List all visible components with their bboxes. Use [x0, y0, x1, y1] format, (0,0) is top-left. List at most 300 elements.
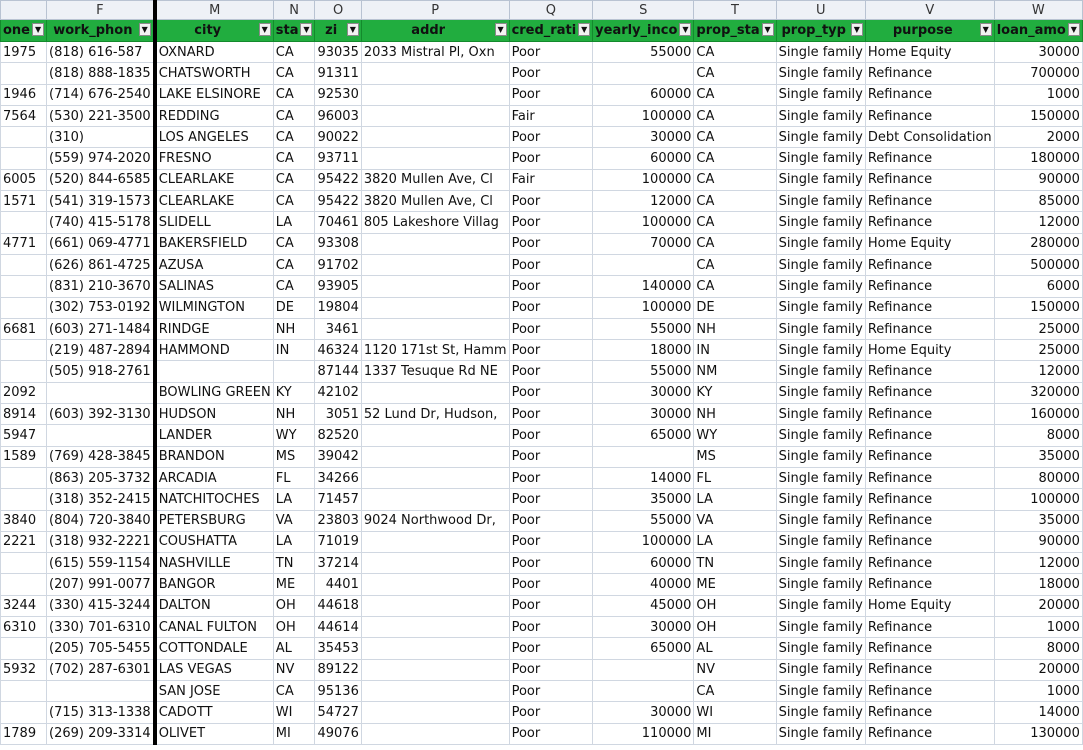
- cell-cred_rati[interactable]: Poor: [509, 702, 593, 723]
- cell-sta[interactable]: CA: [273, 105, 315, 126]
- cell-cred_rati[interactable]: Poor: [509, 595, 593, 616]
- cell-zi[interactable]: 3051: [315, 404, 361, 425]
- cell-loan_amo[interactable]: 90000: [994, 169, 1082, 190]
- cell-loan_amo[interactable]: 700000: [994, 63, 1082, 84]
- column-letter-0[interactable]: [1, 1, 47, 20]
- cell-city[interactable]: CHATSWORTH: [155, 63, 274, 84]
- cell-purpose[interactable]: Refinance: [865, 659, 994, 680]
- cell-zi[interactable]: 3461: [315, 318, 361, 339]
- cell-sta[interactable]: LA: [273, 212, 315, 233]
- cell-one[interactable]: [1, 340, 47, 361]
- cell-sta[interactable]: CA: [273, 680, 315, 701]
- filter-dropdown-icon[interactable]: ▼: [347, 23, 359, 36]
- cell-one[interactable]: 1789: [1, 723, 47, 744]
- cell-zi[interactable]: 44618: [315, 595, 361, 616]
- cell-yearly_inco[interactable]: 30000: [593, 404, 694, 425]
- cell-city[interactable]: CADOTT: [155, 702, 274, 723]
- filter-dropdown-icon[interactable]: ▼: [32, 23, 44, 36]
- cell-city[interactable]: HUDSON: [155, 404, 274, 425]
- cell-zi[interactable]: 95422: [315, 191, 361, 212]
- column-letter-11[interactable]: W: [994, 1, 1082, 20]
- cell-addr[interactable]: [361, 638, 509, 659]
- cell-one[interactable]: [1, 467, 47, 488]
- cell-addr[interactable]: [361, 382, 509, 403]
- cell-work_phon[interactable]: (615) 559-1154: [47, 553, 155, 574]
- cell-prop_typ[interactable]: Single family: [776, 63, 865, 84]
- cell-purpose[interactable]: Home Equity: [865, 340, 994, 361]
- cell-sta[interactable]: MS: [273, 446, 315, 467]
- cell-loan_amo[interactable]: 280000: [994, 233, 1082, 254]
- cell-one[interactable]: [1, 297, 47, 318]
- cell-sta[interactable]: CA: [273, 42, 315, 63]
- cell-addr[interactable]: [361, 233, 509, 254]
- cell-sta[interactable]: ME: [273, 574, 315, 595]
- cell-cred_rati[interactable]: Poor: [509, 63, 593, 84]
- filter-dropdown-icon[interactable]: ▼: [980, 23, 992, 36]
- cell-prop_typ[interactable]: Single family: [776, 105, 865, 126]
- cell-sta[interactable]: DE: [273, 297, 315, 318]
- cell-work_phon[interactable]: [47, 680, 155, 701]
- cell-prop_typ[interactable]: Single family: [776, 318, 865, 339]
- cell-work_phon[interactable]: (205) 705-5455: [47, 638, 155, 659]
- header-cell-7[interactable]: [593, 20, 694, 42]
- cell-prop_typ[interactable]: Single family: [776, 489, 865, 510]
- cell-one[interactable]: 1975: [1, 42, 47, 63]
- cell-addr[interactable]: [361, 617, 509, 638]
- cell-prop_sta[interactable]: ME: [694, 574, 776, 595]
- cell-city[interactable]: LAKE ELSINORE: [155, 84, 274, 105]
- cell-zi[interactable]: 44614: [315, 617, 361, 638]
- cell-yearly_inco[interactable]: 18000: [593, 340, 694, 361]
- cell-purpose[interactable]: Refinance: [865, 148, 994, 169]
- cell-prop_sta[interactable]: IN: [694, 340, 776, 361]
- cell-work_phon[interactable]: [47, 382, 155, 403]
- cell-loan_amo[interactable]: 8000: [994, 425, 1082, 446]
- cell-addr[interactable]: 805 Lakeshore Villag: [361, 212, 509, 233]
- cell-prop_sta[interactable]: NM: [694, 361, 776, 382]
- cell-prop_sta[interactable]: CA: [694, 148, 776, 169]
- cell-prop_typ[interactable]: Single family: [776, 212, 865, 233]
- cell-cred_rati[interactable]: Poor: [509, 127, 593, 148]
- cell-zi[interactable]: 19804: [315, 297, 361, 318]
- cell-sta[interactable]: CA: [273, 63, 315, 84]
- cell-yearly_inco[interactable]: 30000: [593, 127, 694, 148]
- cell-city[interactable]: ARCADIA: [155, 467, 274, 488]
- cell-city[interactable]: LANDER: [155, 425, 274, 446]
- cell-cred_rati[interactable]: Poor: [509, 574, 593, 595]
- cell-work_phon[interactable]: (603) 392-3130: [47, 404, 155, 425]
- cell-yearly_inco[interactable]: 65000: [593, 638, 694, 659]
- cell-loan_amo[interactable]: 18000: [994, 574, 1082, 595]
- cell-work_phon[interactable]: (831) 210-3670: [47, 276, 155, 297]
- cell-prop_sta[interactable]: CA: [694, 276, 776, 297]
- cell-one[interactable]: [1, 276, 47, 297]
- cell-work_phon[interactable]: (740) 415-5178: [47, 212, 155, 233]
- cell-one[interactable]: [1, 680, 47, 701]
- cell-prop_typ[interactable]: Single family: [776, 340, 865, 361]
- cell-city[interactable]: BANGOR: [155, 574, 274, 595]
- cell-yearly_inco[interactable]: 30000: [593, 702, 694, 723]
- filter-dropdown-icon[interactable]: ▼: [495, 23, 507, 36]
- cell-cred_rati[interactable]: Poor: [509, 233, 593, 254]
- cell-zi[interactable]: 34266: [315, 467, 361, 488]
- cell-loan_amo[interactable]: 2000: [994, 127, 1082, 148]
- cell-sta[interactable]: VA: [273, 510, 315, 531]
- cell-prop_typ[interactable]: Single family: [776, 169, 865, 190]
- cell-zi[interactable]: 93905: [315, 276, 361, 297]
- cell-city[interactable]: COUSHATTA: [155, 531, 274, 552]
- cell-loan_amo[interactable]: 150000: [994, 297, 1082, 318]
- header-cell-3[interactable]: [273, 20, 315, 42]
- cell-zi[interactable]: 93035: [315, 42, 361, 63]
- cell-prop_typ[interactable]: Single family: [776, 680, 865, 701]
- cell-prop_typ[interactable]: Single family: [776, 254, 865, 275]
- filter-dropdown-icon[interactable]: ▼: [259, 23, 271, 36]
- cell-loan_amo[interactable]: 90000: [994, 531, 1082, 552]
- cell-purpose[interactable]: Refinance: [865, 382, 994, 403]
- cell-work_phon[interactable]: (661) 069-4771: [47, 233, 155, 254]
- cell-yearly_inco[interactable]: 55000: [593, 318, 694, 339]
- cell-city[interactable]: HAMMOND: [155, 340, 274, 361]
- column-letter-1[interactable]: F: [47, 1, 155, 20]
- cell-work_phon[interactable]: (626) 861-4725: [47, 254, 155, 275]
- cell-zi[interactable]: 39042: [315, 446, 361, 467]
- cell-loan_amo[interactable]: 180000: [994, 148, 1082, 169]
- header-cell-8[interactable]: [694, 20, 776, 42]
- cell-sta[interactable]: CA: [273, 84, 315, 105]
- cell-one[interactable]: [1, 361, 47, 382]
- cell-sta[interactable]: CA: [273, 148, 315, 169]
- cell-loan_amo[interactable]: 100000: [994, 489, 1082, 510]
- cell-loan_amo[interactable]: 14000: [994, 702, 1082, 723]
- cell-one[interactable]: 5947: [1, 425, 47, 446]
- cell-cred_rati[interactable]: Poor: [509, 638, 593, 659]
- cell-prop_sta[interactable]: OH: [694, 595, 776, 616]
- cell-prop_typ[interactable]: Single family: [776, 723, 865, 744]
- cell-purpose[interactable]: Refinance: [865, 723, 994, 744]
- cell-prop_sta[interactable]: CA: [694, 84, 776, 105]
- cell-loan_amo[interactable]: 25000: [994, 340, 1082, 361]
- cell-yearly_inco[interactable]: 45000: [593, 595, 694, 616]
- cell-purpose[interactable]: Refinance: [865, 702, 994, 723]
- cell-loan_amo[interactable]: 20000: [994, 659, 1082, 680]
- cell-work_phon[interactable]: (818) 888-1835: [47, 63, 155, 84]
- cell-one[interactable]: 4771: [1, 233, 47, 254]
- cell-cred_rati[interactable]: Poor: [509, 510, 593, 531]
- cell-work_phon[interactable]: (559) 974-2020: [47, 148, 155, 169]
- cell-prop_sta[interactable]: KY: [694, 382, 776, 403]
- cell-yearly_inco[interactable]: [593, 680, 694, 701]
- cell-cred_rati[interactable]: Poor: [509, 297, 593, 318]
- cell-addr[interactable]: 3820 Mullen Ave, Cl: [361, 169, 509, 190]
- cell-zi[interactable]: 71019: [315, 531, 361, 552]
- cell-prop_sta[interactable]: CA: [694, 233, 776, 254]
- cell-work_phon[interactable]: (219) 487-2894: [47, 340, 155, 361]
- cell-work_phon[interactable]: (330) 701-6310: [47, 617, 155, 638]
- cell-cred_rati[interactable]: Fair: [509, 169, 593, 190]
- cell-loan_amo[interactable]: 12000: [994, 361, 1082, 382]
- cell-yearly_inco[interactable]: 30000: [593, 617, 694, 638]
- cell-prop_typ[interactable]: Single family: [776, 191, 865, 212]
- cell-one[interactable]: 7564: [1, 105, 47, 126]
- cell-city[interactable]: NATCHITOCHES: [155, 489, 274, 510]
- cell-zi[interactable]: 93308: [315, 233, 361, 254]
- cell-zi[interactable]: 91311: [315, 63, 361, 84]
- cell-city[interactable]: OLIVET: [155, 723, 274, 744]
- cell-addr[interactable]: [361, 254, 509, 275]
- column-letter-10[interactable]: V: [865, 1, 994, 20]
- cell-one[interactable]: 2092: [1, 382, 47, 403]
- cell-zi[interactable]: 91702: [315, 254, 361, 275]
- cell-city[interactable]: OXNARD: [155, 42, 274, 63]
- cell-zi[interactable]: 92530: [315, 84, 361, 105]
- cell-cred_rati[interactable]: Poor: [509, 723, 593, 744]
- cell-loan_amo[interactable]: 30000: [994, 42, 1082, 63]
- column-letter-5[interactable]: P: [361, 1, 509, 20]
- cell-sta[interactable]: AL: [273, 638, 315, 659]
- column-letter-2[interactable]: M: [155, 1, 274, 20]
- cell-sta[interactable]: CA: [273, 233, 315, 254]
- cell-work_phon[interactable]: (269) 209-3314: [47, 723, 155, 744]
- cell-addr[interactable]: [361, 105, 509, 126]
- cell-one[interactable]: 1589: [1, 446, 47, 467]
- column-letter-4[interactable]: O: [315, 1, 361, 20]
- cell-yearly_inco[interactable]: 60000: [593, 553, 694, 574]
- cell-prop_sta[interactable]: CA: [694, 191, 776, 212]
- cell-purpose[interactable]: Refinance: [865, 404, 994, 425]
- cell-loan_amo[interactable]: 1000: [994, 617, 1082, 638]
- cell-one[interactable]: 6310: [1, 617, 47, 638]
- cell-work_phon[interactable]: (541) 319-1573: [47, 191, 155, 212]
- cell-purpose[interactable]: Refinance: [865, 617, 994, 638]
- header-cell-11[interactable]: [994, 20, 1082, 42]
- cell-prop_typ[interactable]: Single family: [776, 148, 865, 169]
- cell-prop_sta[interactable]: MI: [694, 723, 776, 744]
- cell-addr[interactable]: [361, 574, 509, 595]
- header-cell-1[interactable]: [47, 20, 155, 42]
- cell-loan_amo[interactable]: 25000: [994, 318, 1082, 339]
- cell-city[interactable]: DALTON: [155, 595, 274, 616]
- cell-prop_typ[interactable]: Single family: [776, 233, 865, 254]
- cell-sta[interactable]: WI: [273, 702, 315, 723]
- cell-addr[interactable]: [361, 467, 509, 488]
- cell-work_phon[interactable]: (318) 352-2415: [47, 489, 155, 510]
- cell-prop_sta[interactable]: AL: [694, 638, 776, 659]
- cell-sta[interactable]: NH: [273, 318, 315, 339]
- cell-addr[interactable]: [361, 276, 509, 297]
- cell-yearly_inco[interactable]: [593, 446, 694, 467]
- cell-city[interactable]: SAN JOSE: [155, 680, 274, 701]
- cell-city[interactable]: BAKERSFIELD: [155, 233, 274, 254]
- cell-zi[interactable]: 35453: [315, 638, 361, 659]
- cell-loan_amo[interactable]: 150000: [994, 105, 1082, 126]
- cell-purpose[interactable]: Refinance: [865, 191, 994, 212]
- cell-city[interactable]: AZUSA: [155, 254, 274, 275]
- cell-cred_rati[interactable]: Poor: [509, 446, 593, 467]
- cell-work_phon[interactable]: (310): [47, 127, 155, 148]
- cell-yearly_inco[interactable]: 35000: [593, 489, 694, 510]
- cell-work_phon[interactable]: (505) 918-2761: [47, 361, 155, 382]
- cell-prop_sta[interactable]: LA: [694, 531, 776, 552]
- cell-sta[interactable]: NV: [273, 659, 315, 680]
- cell-zi[interactable]: 90022: [315, 127, 361, 148]
- cell-purpose[interactable]: Refinance: [865, 169, 994, 190]
- cell-sta[interactable]: CA: [273, 191, 315, 212]
- cell-loan_amo[interactable]: 320000: [994, 382, 1082, 403]
- cell-purpose[interactable]: Debt Consolidation: [865, 127, 994, 148]
- cell-city[interactable]: SALINAS: [155, 276, 274, 297]
- cell-work_phon[interactable]: (603) 271-1484: [47, 318, 155, 339]
- cell-city[interactable]: LOS ANGELES: [155, 127, 274, 148]
- cell-city[interactable]: FRESNO: [155, 148, 274, 169]
- cell-addr[interactable]: [361, 446, 509, 467]
- cell-cred_rati[interactable]: Poor: [509, 340, 593, 361]
- cell-cred_rati[interactable]: Poor: [509, 404, 593, 425]
- cell-prop_typ[interactable]: Single family: [776, 404, 865, 425]
- cell-addr[interactable]: [361, 595, 509, 616]
- cell-addr[interactable]: [361, 531, 509, 552]
- cell-loan_amo[interactable]: 500000: [994, 254, 1082, 275]
- cell-sta[interactable]: CA: [273, 276, 315, 297]
- cell-cred_rati[interactable]: Poor: [509, 318, 593, 339]
- cell-sta[interactable]: MI: [273, 723, 315, 744]
- cell-one[interactable]: [1, 63, 47, 84]
- cell-one[interactable]: [1, 148, 47, 169]
- cell-yearly_inco[interactable]: 140000: [593, 276, 694, 297]
- cell-prop_typ[interactable]: Single family: [776, 446, 865, 467]
- cell-sta[interactable]: CA: [273, 254, 315, 275]
- cell-sta[interactable]: [273, 361, 315, 382]
- cell-work_phon[interactable]: (318) 932-2221: [47, 531, 155, 552]
- cell-prop_sta[interactable]: WY: [694, 425, 776, 446]
- cell-work_phon[interactable]: (804) 720-3840: [47, 510, 155, 531]
- cell-city[interactable]: REDDING: [155, 105, 274, 126]
- cell-addr[interactable]: 1337 Tesuque Rd NE: [361, 361, 509, 382]
- cell-zi[interactable]: 46324: [315, 340, 361, 361]
- cell-addr[interactable]: 2033 Mistral Pl, Oxn: [361, 42, 509, 63]
- cell-addr[interactable]: 52 Lund Dr, Hudson,: [361, 404, 509, 425]
- cell-prop_sta[interactable]: FL: [694, 467, 776, 488]
- filter-dropdown-icon[interactable]: ▼: [679, 23, 691, 36]
- cell-prop_typ[interactable]: Single family: [776, 531, 865, 552]
- cell-prop_typ[interactable]: Single family: [776, 659, 865, 680]
- cell-purpose[interactable]: Home Equity: [865, 595, 994, 616]
- filter-dropdown-icon[interactable]: ▼: [300, 23, 312, 36]
- cell-zi[interactable]: 49076: [315, 723, 361, 744]
- cell-cred_rati[interactable]: Poor: [509, 254, 593, 275]
- cell-work_phon[interactable]: (530) 221-3500: [47, 105, 155, 126]
- cell-prop_sta[interactable]: CA: [694, 42, 776, 63]
- cell-prop_sta[interactable]: LA: [694, 489, 776, 510]
- cell-yearly_inco[interactable]: 14000: [593, 467, 694, 488]
- cell-addr[interactable]: [361, 127, 509, 148]
- cell-purpose[interactable]: Refinance: [865, 212, 994, 233]
- cell-cred_rati[interactable]: Poor: [509, 212, 593, 233]
- cell-purpose[interactable]: Refinance: [865, 510, 994, 531]
- cell-one[interactable]: 2221: [1, 531, 47, 552]
- cell-cred_rati[interactable]: Poor: [509, 659, 593, 680]
- cell-zi[interactable]: 23803: [315, 510, 361, 531]
- cell-cred_rati[interactable]: Fair: [509, 105, 593, 126]
- cell-city[interactable]: BRANDON: [155, 446, 274, 467]
- cell-one[interactable]: [1, 212, 47, 233]
- cell-cred_rati[interactable]: Poor: [509, 84, 593, 105]
- cell-purpose[interactable]: Refinance: [865, 318, 994, 339]
- cell-prop_sta[interactable]: MS: [694, 446, 776, 467]
- cell-prop_typ[interactable]: Single family: [776, 425, 865, 446]
- cell-purpose[interactable]: Refinance: [865, 446, 994, 467]
- cell-zi[interactable]: 95422: [315, 169, 361, 190]
- cell-yearly_inco[interactable]: 110000: [593, 723, 694, 744]
- cell-zi[interactable]: 95136: [315, 680, 361, 701]
- column-letter-3[interactable]: N: [273, 1, 315, 20]
- cell-yearly_inco[interactable]: 100000: [593, 531, 694, 552]
- cell-prop_typ[interactable]: Single family: [776, 361, 865, 382]
- cell-one[interactable]: [1, 254, 47, 275]
- cell-purpose[interactable]: Refinance: [865, 531, 994, 552]
- cell-cred_rati[interactable]: Poor: [509, 191, 593, 212]
- cell-purpose[interactable]: Home Equity: [865, 42, 994, 63]
- cell-city[interactable]: RINDGE: [155, 318, 274, 339]
- cell-sta[interactable]: KY: [273, 382, 315, 403]
- cell-purpose[interactable]: Home Equity: [865, 233, 994, 254]
- cell-addr[interactable]: [361, 425, 509, 446]
- cell-prop_sta[interactable]: NH: [694, 318, 776, 339]
- filter-dropdown-icon[interactable]: ▼: [1068, 23, 1080, 36]
- cell-prop_sta[interactable]: CA: [694, 105, 776, 126]
- cell-loan_amo[interactable]: 160000: [994, 404, 1082, 425]
- cell-city[interactable]: [155, 361, 274, 382]
- cell-prop_sta[interactable]: CA: [694, 169, 776, 190]
- cell-sta[interactable]: LA: [273, 531, 315, 552]
- cell-city[interactable]: BOWLING GREEN: [155, 382, 274, 403]
- cell-cred_rati[interactable]: Poor: [509, 680, 593, 701]
- cell-yearly_inco[interactable]: 30000: [593, 382, 694, 403]
- cell-cred_rati[interactable]: Poor: [509, 489, 593, 510]
- cell-work_phon[interactable]: (702) 287-6301: [47, 659, 155, 680]
- cell-work_phon[interactable]: (863) 205-3732: [47, 467, 155, 488]
- cell-zi[interactable]: 89122: [315, 659, 361, 680]
- cell-loan_amo[interactable]: 8000: [994, 638, 1082, 659]
- cell-one[interactable]: [1, 638, 47, 659]
- cell-yearly_inco[interactable]: 70000: [593, 233, 694, 254]
- cell-sta[interactable]: CA: [273, 169, 315, 190]
- column-letter-8[interactable]: T: [694, 1, 776, 20]
- cell-city[interactable]: COTTONDALE: [155, 638, 274, 659]
- cell-yearly_inco[interactable]: 100000: [593, 105, 694, 126]
- cell-work_phon[interactable]: (818) 616-587: [47, 42, 155, 63]
- filter-dropdown-icon[interactable]: ▼: [139, 23, 151, 36]
- cell-prop_typ[interactable]: Single family: [776, 638, 865, 659]
- cell-prop_sta[interactable]: WI: [694, 702, 776, 723]
- cell-one[interactable]: [1, 553, 47, 574]
- cell-prop_typ[interactable]: Single family: [776, 574, 865, 595]
- cell-addr[interactable]: [361, 723, 509, 744]
- cell-city[interactable]: CLEARLAKE: [155, 169, 274, 190]
- cell-purpose[interactable]: Refinance: [865, 553, 994, 574]
- column-letter-7[interactable]: S: [593, 1, 694, 20]
- cell-zi[interactable]: 70461: [315, 212, 361, 233]
- cell-prop_sta[interactable]: CA: [694, 127, 776, 148]
- cell-work_phon[interactable]: (715) 313-1338: [47, 702, 155, 723]
- cell-yearly_inco[interactable]: 60000: [593, 84, 694, 105]
- cell-zi[interactable]: 4401: [315, 574, 361, 595]
- cell-sta[interactable]: OH: [273, 595, 315, 616]
- cell-yearly_inco[interactable]: 100000: [593, 212, 694, 233]
- cell-addr[interactable]: [361, 297, 509, 318]
- cell-cred_rati[interactable]: Poor: [509, 361, 593, 382]
- cell-prop_typ[interactable]: Single family: [776, 127, 865, 148]
